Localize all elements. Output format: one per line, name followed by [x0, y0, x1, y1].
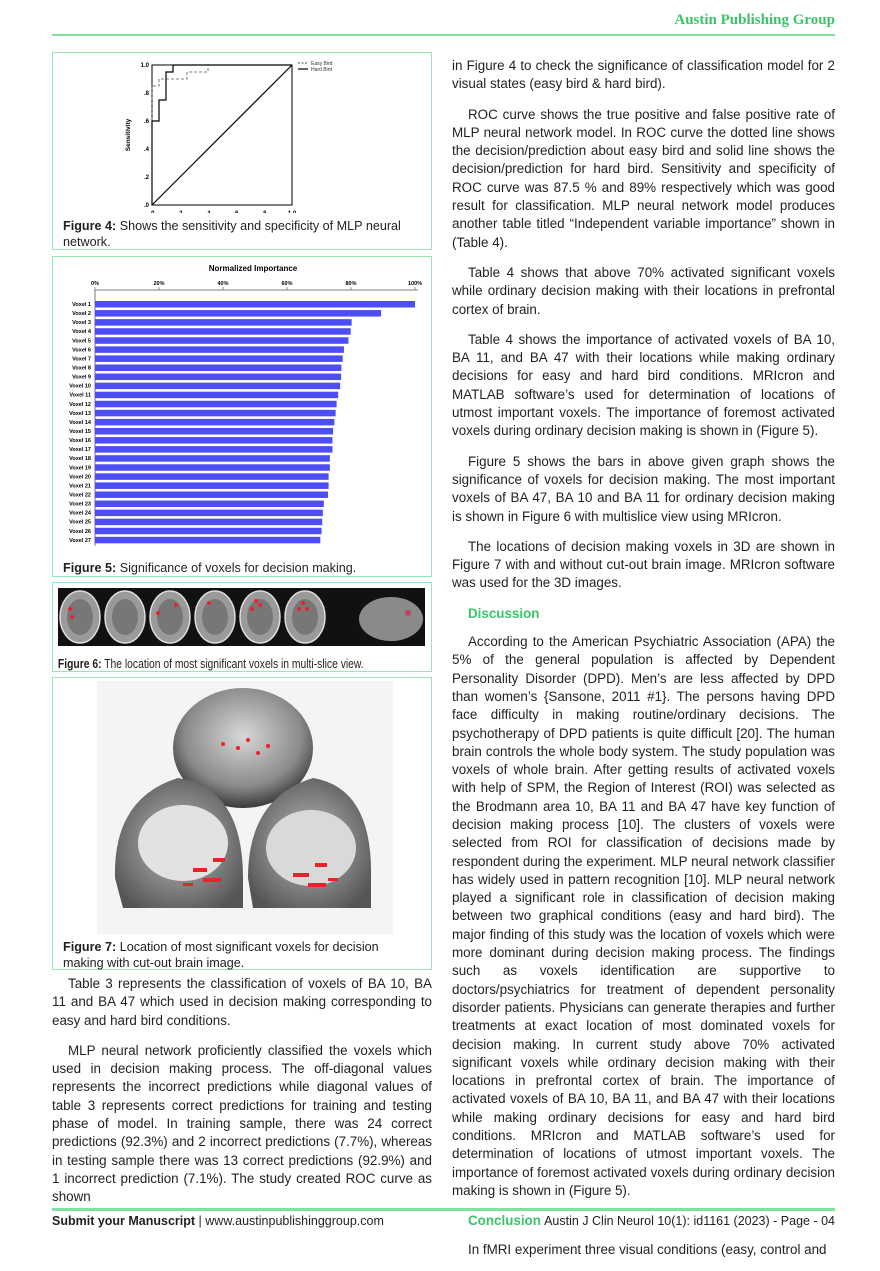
voxel-marker: [254, 599, 258, 603]
y-tick-label: Voxel 4: [72, 329, 91, 336]
y-tick-label: Voxel 8: [72, 365, 91, 372]
voxel-marker: [305, 607, 309, 611]
x-tick-label: 100%: [407, 281, 423, 287]
y-tick-label: Voxel 10: [69, 383, 91, 390]
bar: [95, 383, 340, 390]
y-tick-label: 1.0: [140, 63, 149, 69]
bar: [95, 337, 348, 344]
bar: [95, 482, 329, 489]
x-tick-label: [261, 211, 267, 213]
bar: [95, 491, 328, 498]
x-tick-label: 80%: [345, 281, 357, 287]
caption-text: Significance of voxels for decision making.: [119, 561, 357, 575]
bar: [95, 346, 344, 353]
x-tick-label: [177, 211, 183, 213]
multislice-brain-image: [53, 583, 430, 651]
y-tick-label: Voxel 6: [72, 347, 91, 354]
y-tick-label: Voxel 27: [69, 537, 91, 544]
y-tick-label: Voxel 14: [69, 419, 91, 426]
x-tick-label: 40%: [217, 281, 229, 287]
bar: [95, 392, 338, 399]
y-tick-label: Voxel 25: [69, 519, 91, 526]
voxel-marker: [68, 607, 72, 611]
paragraph: Table 3 represents the classification of voxels of BA 10, BA 11 and BA 47 which used in decision making corresponding to easy and hard bird conditions.: [52, 976, 432, 1028]
bar: [95, 319, 352, 326]
paragraph: The locations of decision making voxels in 3D are shown in Figure 7 with and without cut-out brain image. MRIcron software was used for the 3D images.: [452, 538, 835, 591]
bar: [95, 401, 337, 408]
paragraph: in Figure 4 to check the significance of classification model for 2 visual states (easy bird & hard bird).: [452, 58, 835, 92]
bar: [95, 364, 341, 371]
submit-label: Submit your Manuscript: [52, 1214, 196, 1228]
paragraph: According to the American Psychiatric Association (APA) the 5% of the general population is affected by Dependent Personality Disorder (DPD). Men’s are less affected by DPD than women’s {Sansone, 2011 #1}. The persons having DPD face difficulty in making routine/ordinary decisions. The psychotherapy of DPD patients is quite difficult [20]. The human brain controls the whole body system. The study population was voxels of whole brain. After getting results of activated voxels with help of SPM, the Region of Interest (ROI) was selected as the Brodmann area 10, BA 11 and BA 47 have key function of decision making process [10]. The clusters of voxels were selected from ROI for classification of decisions made by respondent during the experiment. MLP neural network classifier has widely used in pattern recognition [10]. MLP neural network played a significant role in classification of decision making between two graphical conditions (easy and hard bird). The major finding of this study was the location of voxels which were more dominant during decision making process. The findings such as voxels identification are supportive to doctors/psychiatrics for treatment of dependent personality disorder patients. Physicians can generate therapies and further treatments at exact location of most dominated voxels for decision making. In current study above 70% activated significant voxels while ordinary decision making with their locations in prefrontal cortex of brain. The importance of activated voxels of BA 10, BA 11, and BA 47 with their locations while making ordinary decisions for easy and hard bird conditions. MRIcron and MATLAB software’s used for determination of locations of utmost important voxels. The importance of foremost activated voxels during ordinary decision making is shown in (Figure 5).: [452, 634, 835, 1198]
caption-label: Figure 5:: [63, 561, 117, 575]
paragraph: Figure 5 shows the bars in above given graph shows the significance of voxels for decision making. The most important voxels of BA 47, BA 10 and BA 11 for ordinary decision making is shown in Figure 6 with multislice view using MRIcron.: [452, 453, 835, 524]
y-tick-label: Voxel 18: [69, 456, 91, 463]
paragraph: Table 4 shows the importance of activated voxels of BA 10, BA 11, and BA 47 with their locations while making ordinary decisions for easy and hard bird conditions. MRIcron and MATLAB software’s used for determination of locations of utmost important voxels. The importance of foremost activated voxels during ordinary decision making is shown in (Figure 5).: [452, 331, 835, 439]
y-tick-label: Voxel 24: [69, 510, 91, 517]
y-tick-label: Voxel 15: [69, 428, 91, 435]
caption-text: The location of most significant voxels in multi-slice view.: [104, 657, 364, 671]
y-tick-label: .2: [143, 175, 149, 181]
bar: [95, 537, 320, 544]
caption-label: Figure 6:: [57, 657, 102, 671]
x-tick-label: 20%: [153, 281, 165, 287]
separator: |: [195, 1214, 206, 1228]
y-tick-label: Voxel 26: [69, 528, 91, 535]
y-tick-label: Voxel 1: [72, 302, 91, 308]
paragraph: ROC curve shows the true positive and false positive rate of MLP neural network model. In ROC curve the dotted line shows the decision/prediction about easy bird and solid line shows the decision/prediction for hard bird. Sensitivity and specificity of ROC curve was 87.5 % and 89% respectively which was good result for classification. MLP neural network model produces another table titled “Independent variable importance” shown in (Table 4).: [452, 106, 835, 250]
bar: [95, 328, 351, 335]
voxel-marker: [156, 611, 160, 615]
figure-6-caption: [53, 656, 363, 672]
paragraph: MLP neural network proficiently classified the voxels which used in decision making process. The off-diagonal values represents the incorrect predictions while diagonal values of table 3 represents correct predictions for training and testing phase of model. In training sample, there was 24 correct predictions (92.3%) and 2 incorrect predictions (7.7%), whereas in testing sample there was 13 correct predictions (92.9%) and 1 incorrect prediction (7.1%). The study created ROC curve as shown: [52, 1042, 432, 1205]
paragraph: Table 4 shows that above 70% activated significant voxels while ordinary decision making with their locations in prefrontal cortex of brain.: [452, 264, 835, 317]
voxel-marker: [301, 601, 305, 605]
chart-title: Normalized Importance: [208, 264, 298, 273]
y-tick-label: Voxel 21: [69, 483, 91, 490]
discussion-heading: Discussion: [468, 605, 540, 621]
y-tick-label: Voxel 9: [72, 374, 91, 381]
voxel-marker: [70, 615, 74, 619]
bar: [95, 437, 332, 444]
bar: [95, 410, 336, 417]
3d-brain-image: [53, 678, 430, 934]
footer-citation: Austin J Clin Neurol 10(1): id1161 (2023) - Page - 04: [544, 1214, 835, 1228]
bar: [95, 428, 333, 435]
legend-label: Hard Bird: [311, 67, 333, 73]
voxel-marker: [405, 610, 411, 616]
x-tick-label: 60%: [281, 281, 293, 287]
figure-7-caption: [53, 939, 431, 971]
brain-slice-inner: [112, 599, 138, 635]
figure-4-caption: [53, 218, 431, 250]
right-column-text: [452, 57, 835, 1271]
bar: [95, 464, 330, 471]
bar: [95, 446, 332, 453]
voxel-marker: [174, 603, 178, 607]
reference-line: [152, 65, 292, 205]
brain-slice-inner: [202, 599, 228, 635]
conclusion-heading: Conclusion: [468, 1213, 541, 1229]
voxel-marker: [258, 603, 262, 607]
y-tick-label: Voxel 2: [72, 311, 91, 318]
bar: [95, 301, 415, 308]
y-tick-label: Voxel 19: [69, 465, 91, 472]
y-tick-label: Voxel 20: [69, 474, 91, 481]
y-tick-label: Voxel 11: [69, 392, 91, 399]
y-tick-label: .4: [143, 147, 149, 153]
bar: [95, 419, 334, 426]
roc-chart: [53, 53, 430, 213]
bar: [95, 501, 324, 508]
left-column-text: [52, 975, 432, 1219]
brain-slice-inner: [157, 599, 183, 635]
x-tick-label: [288, 211, 297, 213]
y-axis-label: Sensitivity: [125, 118, 132, 152]
voxel-marker: [297, 607, 301, 611]
y-tick-label: Voxel 5: [72, 338, 91, 345]
paragraph: In fMRI experiment three visual conditions (easy, control and: [468, 1241, 827, 1257]
publisher-header: Austin Publishing Group: [674, 12, 835, 28]
voxel-marker: [207, 601, 211, 605]
caption-label: Figure 7:: [63, 940, 117, 954]
brain-slice-inner: [292, 599, 318, 635]
bar: [95, 510, 323, 517]
y-tick-label: Voxel 17: [69, 447, 91, 454]
x-tick-label: [233, 211, 239, 213]
y-tick-label: .8: [143, 91, 149, 97]
importance-bar-chart: [53, 257, 430, 555]
figure-6: [52, 582, 432, 672]
header-divider: [52, 34, 835, 36]
footer-divider: [52, 1208, 835, 1211]
footer-left: [52, 1214, 384, 1228]
y-tick-label: Voxel 13: [69, 410, 91, 417]
x-tick-label: [149, 211, 155, 213]
figure-5: [52, 256, 432, 577]
bar: [95, 528, 322, 535]
caption-label: Figure 4:: [63, 219, 117, 233]
bar: [95, 473, 329, 480]
bar: [95, 355, 343, 362]
y-tick-label: Voxel 3: [72, 320, 91, 327]
y-tick-label: Voxel 12: [69, 401, 91, 408]
caption-text: Shows the sensitivity and specificity of MLP neural network.: [63, 219, 401, 249]
legend-label: Easy Bird: [311, 61, 333, 67]
figure-7: [52, 677, 432, 970]
y-tick-label: Voxel 22: [69, 492, 91, 499]
y-tick-label: Voxel 16: [69, 438, 91, 445]
voxel-marker: [250, 607, 254, 611]
figure-4: [52, 52, 432, 250]
y-tick-label: Voxel 23: [69, 501, 91, 508]
x-tick-label: 0%: [91, 281, 99, 287]
x-tick-label: [205, 211, 211, 213]
caption-text: Location of most significant voxels for decision making with cut-out brain image.: [63, 940, 379, 970]
bar: [95, 455, 330, 462]
website-link[interactable]: www.austinpublishinggroup.com: [205, 1214, 384, 1228]
bar: [95, 310, 381, 317]
y-tick-label: .6: [143, 119, 149, 125]
y-tick-label: .0: [143, 203, 149, 209]
bar: [95, 519, 322, 526]
sagittal-slice: [359, 597, 423, 641]
y-tick-label: Voxel 7: [72, 356, 91, 363]
figure-5-caption: [53, 560, 431, 576]
bar: [95, 374, 341, 381]
